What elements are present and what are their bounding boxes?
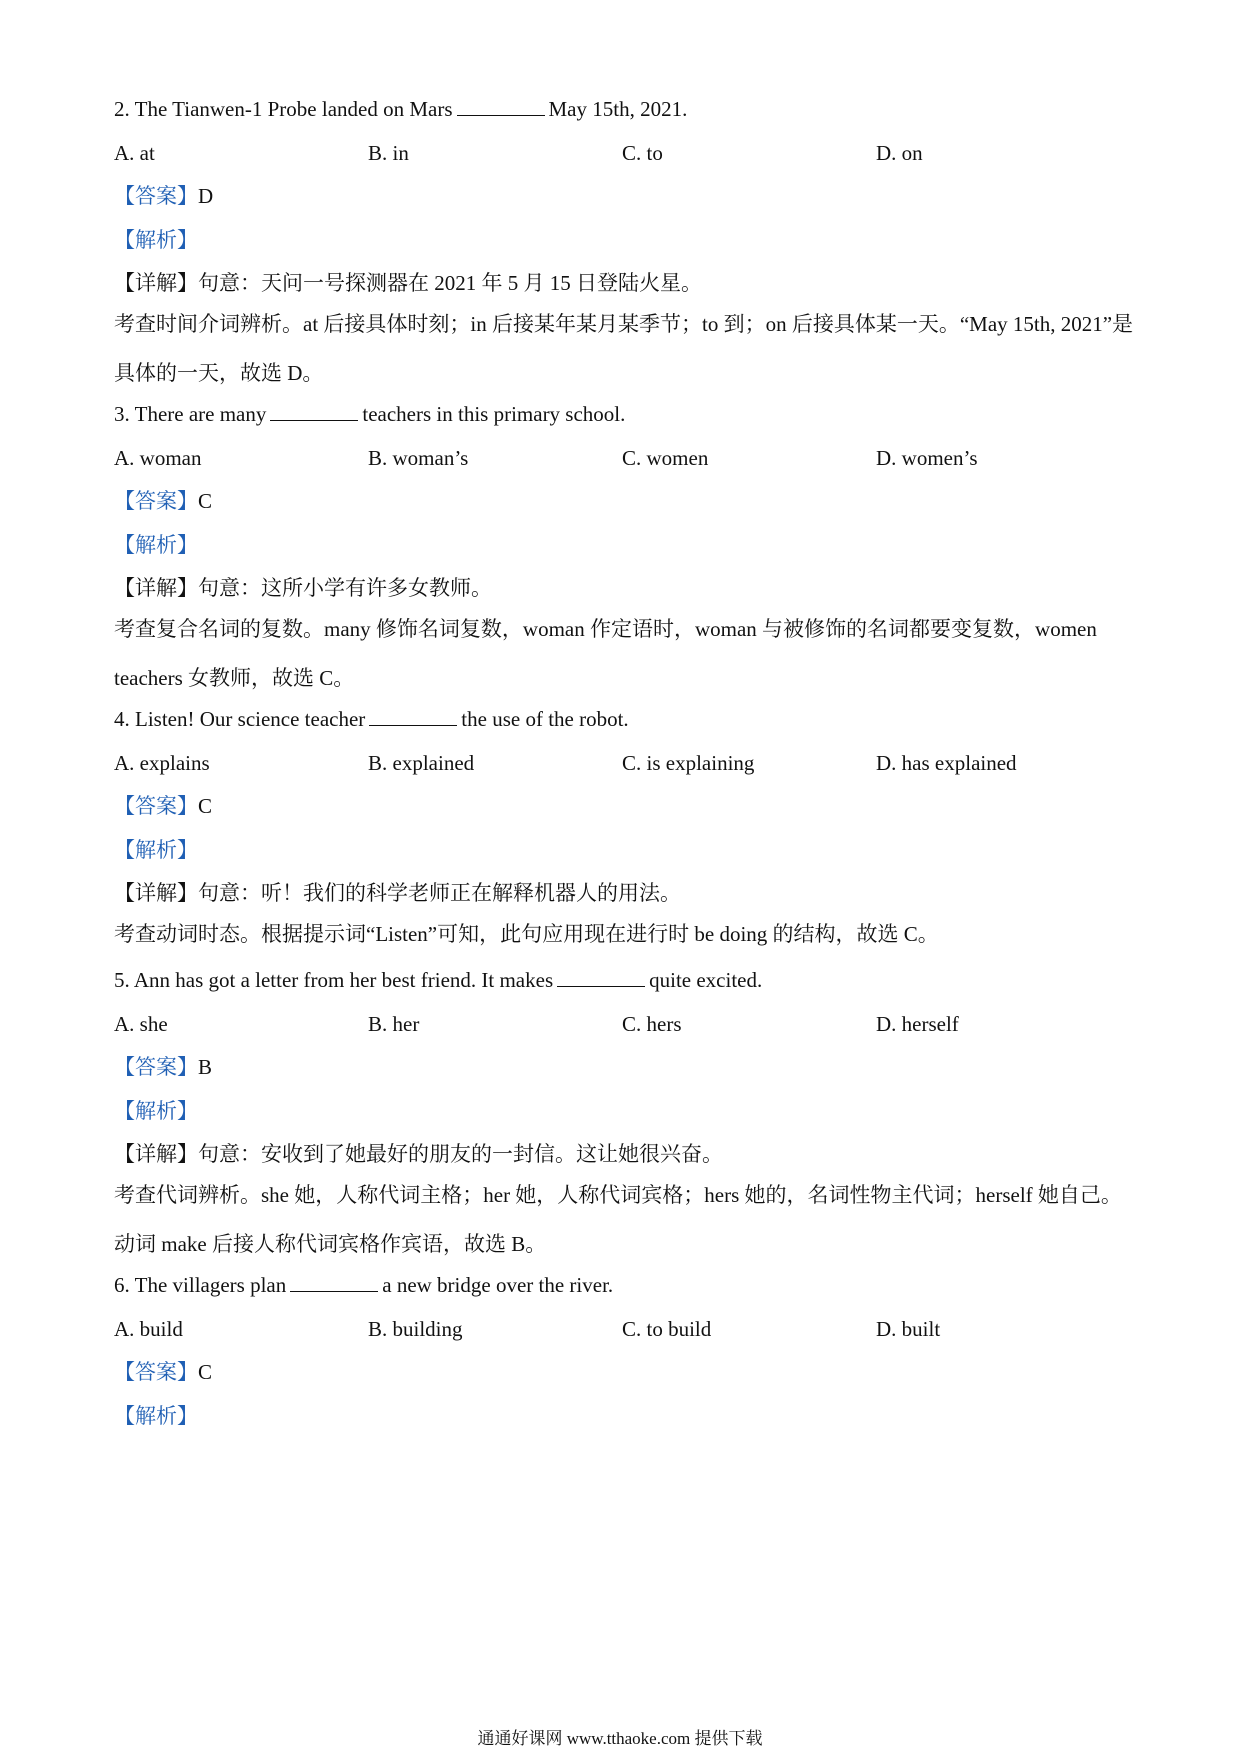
question-stem-after: teachers in this primary school. bbox=[362, 402, 626, 426]
detail-text: 句意：安收到了她最好的朋友的一封信。这让她很兴奋。 bbox=[198, 1142, 723, 1166]
question-4-explanation: 考查动词时态。根据提示词“Listen”可知，此句应用现在进行时 be doing 的结构，故选 C。 bbox=[114, 922, 939, 946]
option-c: C. hers bbox=[622, 1012, 682, 1036]
page-footer: 通通好课网 www.tthaoke.com 提供下载 bbox=[477, 1729, 763, 1748]
answer-blank bbox=[270, 402, 358, 421]
option-d: D. has explained bbox=[876, 751, 1017, 775]
question-2-explanation: 考查时间介词辨析。at 后接具体时刻；in 后接某年某月某季节；to 到；on 后接具体某一天。“May 15th, 2021”是具体的一天，故选 D。 bbox=[114, 312, 1134, 385]
question-2-detail bbox=[114, 269, 702, 297]
question-3-analysis bbox=[114, 531, 198, 559]
question-5-stem bbox=[114, 966, 762, 994]
question-3-detail bbox=[114, 574, 492, 602]
analysis-label: 【解析】 bbox=[114, 1404, 198, 1428]
detail-label: 【详解】 bbox=[114, 576, 198, 600]
question-4-detail bbox=[114, 879, 681, 907]
answer-blank bbox=[369, 707, 457, 726]
option-c: C. to build bbox=[622, 1317, 712, 1341]
analysis-label: 【解析】 bbox=[114, 838, 198, 862]
question-stem-before: 2. The Tianwen-1 Probe landed on Mars bbox=[114, 97, 453, 121]
question-5-answer bbox=[114, 1053, 212, 1081]
question-5-options bbox=[114, 1010, 1154, 1038]
question-3-explanation: 考查复合名词的复数。many 修饰名词复数，woman 作定语时，woman 与被修饰的名词都要变复数，women teachers 女教师，故选 C。 bbox=[114, 617, 1097, 690]
option-a: A. woman bbox=[114, 446, 202, 470]
option-b: B. in bbox=[368, 141, 409, 165]
option-a: A. she bbox=[114, 1012, 168, 1036]
question-stem-after: May 15th, 2021. bbox=[548, 97, 688, 121]
detail-label: 【详解】 bbox=[114, 881, 198, 905]
question-4-stem bbox=[114, 705, 629, 733]
question-2-options bbox=[114, 139, 1154, 167]
question-3-stem bbox=[114, 400, 625, 428]
question-5-analysis bbox=[114, 1097, 198, 1125]
question-6-stem bbox=[114, 1271, 613, 1299]
answer-label: 【答案】 bbox=[114, 1360, 198, 1384]
answer-value: B bbox=[198, 1055, 213, 1079]
answer-value: C bbox=[198, 489, 213, 513]
question-4-analysis bbox=[114, 836, 198, 864]
option-b: B. her bbox=[368, 1012, 420, 1036]
question-stem-before: 4. Listen! Our science teacher bbox=[114, 707, 366, 731]
question-6-options bbox=[114, 1315, 1154, 1343]
option-a: A. explains bbox=[114, 751, 210, 775]
question-2-analysis bbox=[114, 226, 198, 254]
answer-value: C bbox=[198, 1360, 213, 1384]
detail-text: 句意：这所小学有许多女教师。 bbox=[198, 576, 492, 600]
option-b: B. woman’s bbox=[368, 446, 469, 470]
answer-label: 【答案】 bbox=[114, 489, 198, 513]
option-a: A. at bbox=[114, 141, 155, 165]
answer-label: 【答案】 bbox=[114, 184, 198, 208]
question-6-analysis bbox=[114, 1402, 198, 1430]
analysis-label: 【解析】 bbox=[114, 1099, 198, 1123]
question-3-answer bbox=[114, 487, 212, 515]
analysis-label: 【解析】 bbox=[114, 228, 198, 252]
question-5-explanation: 考查代词辨析。she 她，人称代词主格；her 她，人称代词宾格；hers 她的，名词性物主代词；herself 她自己。动词 make 后接人称代词宾格作宾语，故选 B。 bbox=[114, 1183, 1122, 1256]
question-stem-after: a new bridge over the river. bbox=[382, 1273, 614, 1297]
answer-value: D bbox=[198, 184, 214, 208]
option-d: D. on bbox=[876, 141, 923, 165]
question-3-options bbox=[114, 444, 1154, 472]
option-d: D. built bbox=[876, 1317, 941, 1341]
option-c: C. women bbox=[622, 446, 709, 470]
question-stem-after: the use of the robot. bbox=[461, 707, 629, 731]
analysis-label: 【解析】 bbox=[114, 533, 198, 557]
option-d: D. women’s bbox=[876, 446, 978, 470]
detail-text: 句意：听！我们的科学老师正在解释机器人的用法。 bbox=[198, 881, 681, 905]
question-4-options bbox=[114, 749, 1154, 777]
detail-label: 【详解】 bbox=[114, 1142, 198, 1166]
option-a: A. build bbox=[114, 1317, 183, 1341]
question-stem-before: 6. The villagers plan bbox=[114, 1273, 287, 1297]
question-stem-before: 3. There are many bbox=[114, 402, 267, 426]
answer-value: C bbox=[198, 794, 213, 818]
option-b: B. explained bbox=[368, 751, 475, 775]
question-2-stem bbox=[114, 95, 687, 123]
question-stem-after: quite excited. bbox=[649, 968, 763, 992]
answer-label: 【答案】 bbox=[114, 794, 198, 818]
detail-text: 句意：天问一号探测器在 2021 年 5 月 15 日登陆火星。 bbox=[198, 271, 702, 295]
option-b: B. building bbox=[368, 1317, 463, 1341]
option-d: D. herself bbox=[876, 1012, 959, 1036]
answer-blank bbox=[290, 1273, 378, 1292]
answer-blank bbox=[557, 968, 645, 987]
question-stem-before: 5. Ann has got a letter from her best friend. It makes bbox=[114, 968, 554, 992]
detail-label: 【详解】 bbox=[114, 271, 198, 295]
question-6-answer bbox=[114, 1358, 212, 1386]
answer-label: 【答案】 bbox=[114, 1055, 198, 1079]
answer-blank bbox=[457, 97, 545, 116]
question-4-answer bbox=[114, 792, 212, 820]
question-5-detail bbox=[114, 1140, 723, 1168]
question-2-answer bbox=[114, 182, 213, 210]
option-c: C. is explaining bbox=[622, 751, 755, 775]
option-c: C. to bbox=[622, 141, 663, 165]
